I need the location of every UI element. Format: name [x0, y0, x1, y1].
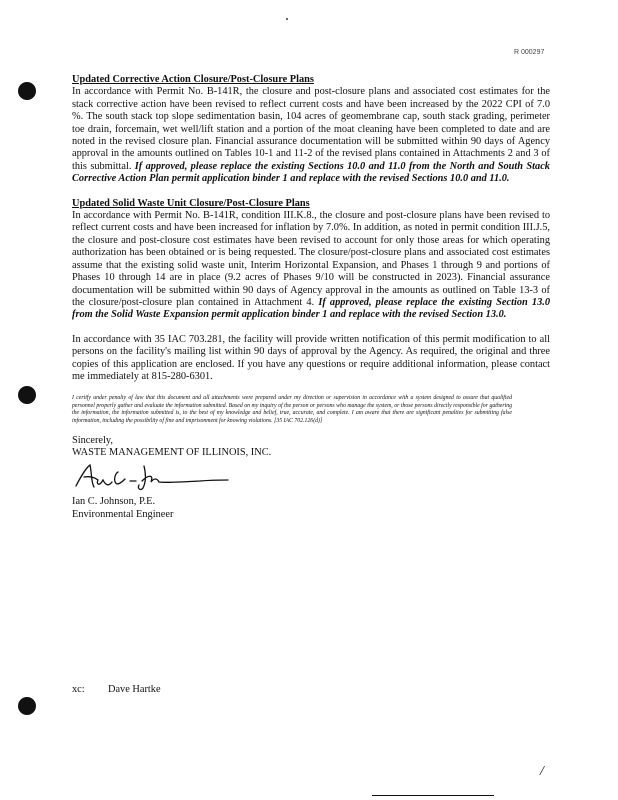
signer-title: Environmental Engineer — [72, 508, 174, 520]
section-heading: Updated Corrective Action Closure/Post-Closure Plans — [72, 74, 314, 85]
binder-hole-bottom — [18, 697, 36, 715]
salutation: Sincerely, — [72, 434, 113, 446]
signer-name: Ian C. Johnson, P.E. — [72, 496, 156, 508]
cc-recipient: Dave Hartke — [108, 684, 161, 695]
paragraph-text: In accordance with Permit No. B-141R, the closure and post-closure plans and associated cost estimates for the stack corrective action have been revised to reflect current costs and have been increased by the 2022 CPI of 7.0 %. The south stack top slope sedimentation basin, 104 acres of geomembrane cap, south stack grading, perimeter toe drain, forcemain, wet well/lift station and a portion of the moat cleaning have been completed to date and are noted in the revised closure plan. Financial assurance documentation will be submitted within 90 days of Agency approval in the amounts outlined on Tables 10-1 and 11-2 of the revised plans contained in Attachments 2 and 3 of this submittal. — [72, 86, 550, 172]
page-mark: / — [540, 764, 544, 779]
handwritten-signature — [72, 460, 242, 492]
footer-rule — [372, 795, 494, 796]
section-solid-waste — [72, 198, 550, 322]
binder-hole-middle — [18, 386, 36, 404]
section-paragraph: In accordance with 35 IAC 703.281, the facility will provide written notification of this permit modification to all persons on the facility's mailing list within 90 days of approval by the Agency. As required, the original and three copies of this application are enclosed. If you have any questions or require additional information, please contact me immediately at 815-280-6301. — [72, 333, 550, 382]
company-name: WASTE MANAGEMENT OF ILLINOIS, INC. — [72, 447, 272, 459]
certification-statement: I certify under penalty of law that this document and all attachments were prepared under my direction or supervision in accordance with a system designed to assure that qualified personnel properly gather and evaluate the information submitted. Based on my inquiry of the person or persons who manage the system, or those persons directly responsible for gathering the information, the information submitted is, to the best of my knowledge and belief, true, accurate, and complete. I am aware that there are significant penalties for submitting false information, including the possibility of fine and imprisonment for knowing violations. [35 IAC 702.126(d)] — [72, 395, 512, 424]
signature-block — [72, 435, 550, 521]
page-id-stamp: R 000297 — [514, 49, 545, 56]
section-paragraph — [72, 210, 550, 322]
binder-hole-top — [18, 82, 36, 100]
cc-label: xc: — [72, 684, 85, 695]
section-paragraph — [72, 86, 550, 185]
section-notification — [72, 334, 550, 384]
section-corrective-action — [72, 74, 550, 186]
section-heading: Updated Solid Waste Unit Closure/Post-Closure Plans — [72, 197, 310, 209]
replacement-instruction: If approved, please replace the existing Sections 10.0 and 11.0 from the North and South Stack Corrective Action Plan permit application binder 1 and replace with the revised Sections 10.0 and 11.0. — [72, 160, 550, 185]
paragraph-text: In accordance with Permit No. B-141R, condition III.K.8., the closure and post-closure plans have been revised to reflect current costs and have been increased for inflation by 7.0%. In addition, as noted in permit condition III.J.5, the closure and post-closure cost estimates have been revised to account for only those areas for which operating authorization has been obtained or is being requested. The closure/post-closure plans and associated cost estimates assume that the existing solid waste unit, Interim Horizontal Expansion, and Phases 1 through 9 and portions of Phases 10 through 14 are in place (9.2 acres of Phases 9/10 will be constructed in 2023). Financial assurance documentation will be submitted within 90 days of Agency approval in the amounts as outlined on Table 13-3 of the closure/post-closure plan contained in Attachment 4. — [72, 210, 550, 308]
scan-speck — [286, 18, 288, 20]
replacement-instruction: If approved, please replace the existing Section 13.0 from the Solid Waste Expansion permit application binder 1 and replace with the revised Section 13.0. — [72, 296, 550, 321]
letter-body — [72, 74, 550, 521]
copy-recipients — [72, 684, 161, 695]
